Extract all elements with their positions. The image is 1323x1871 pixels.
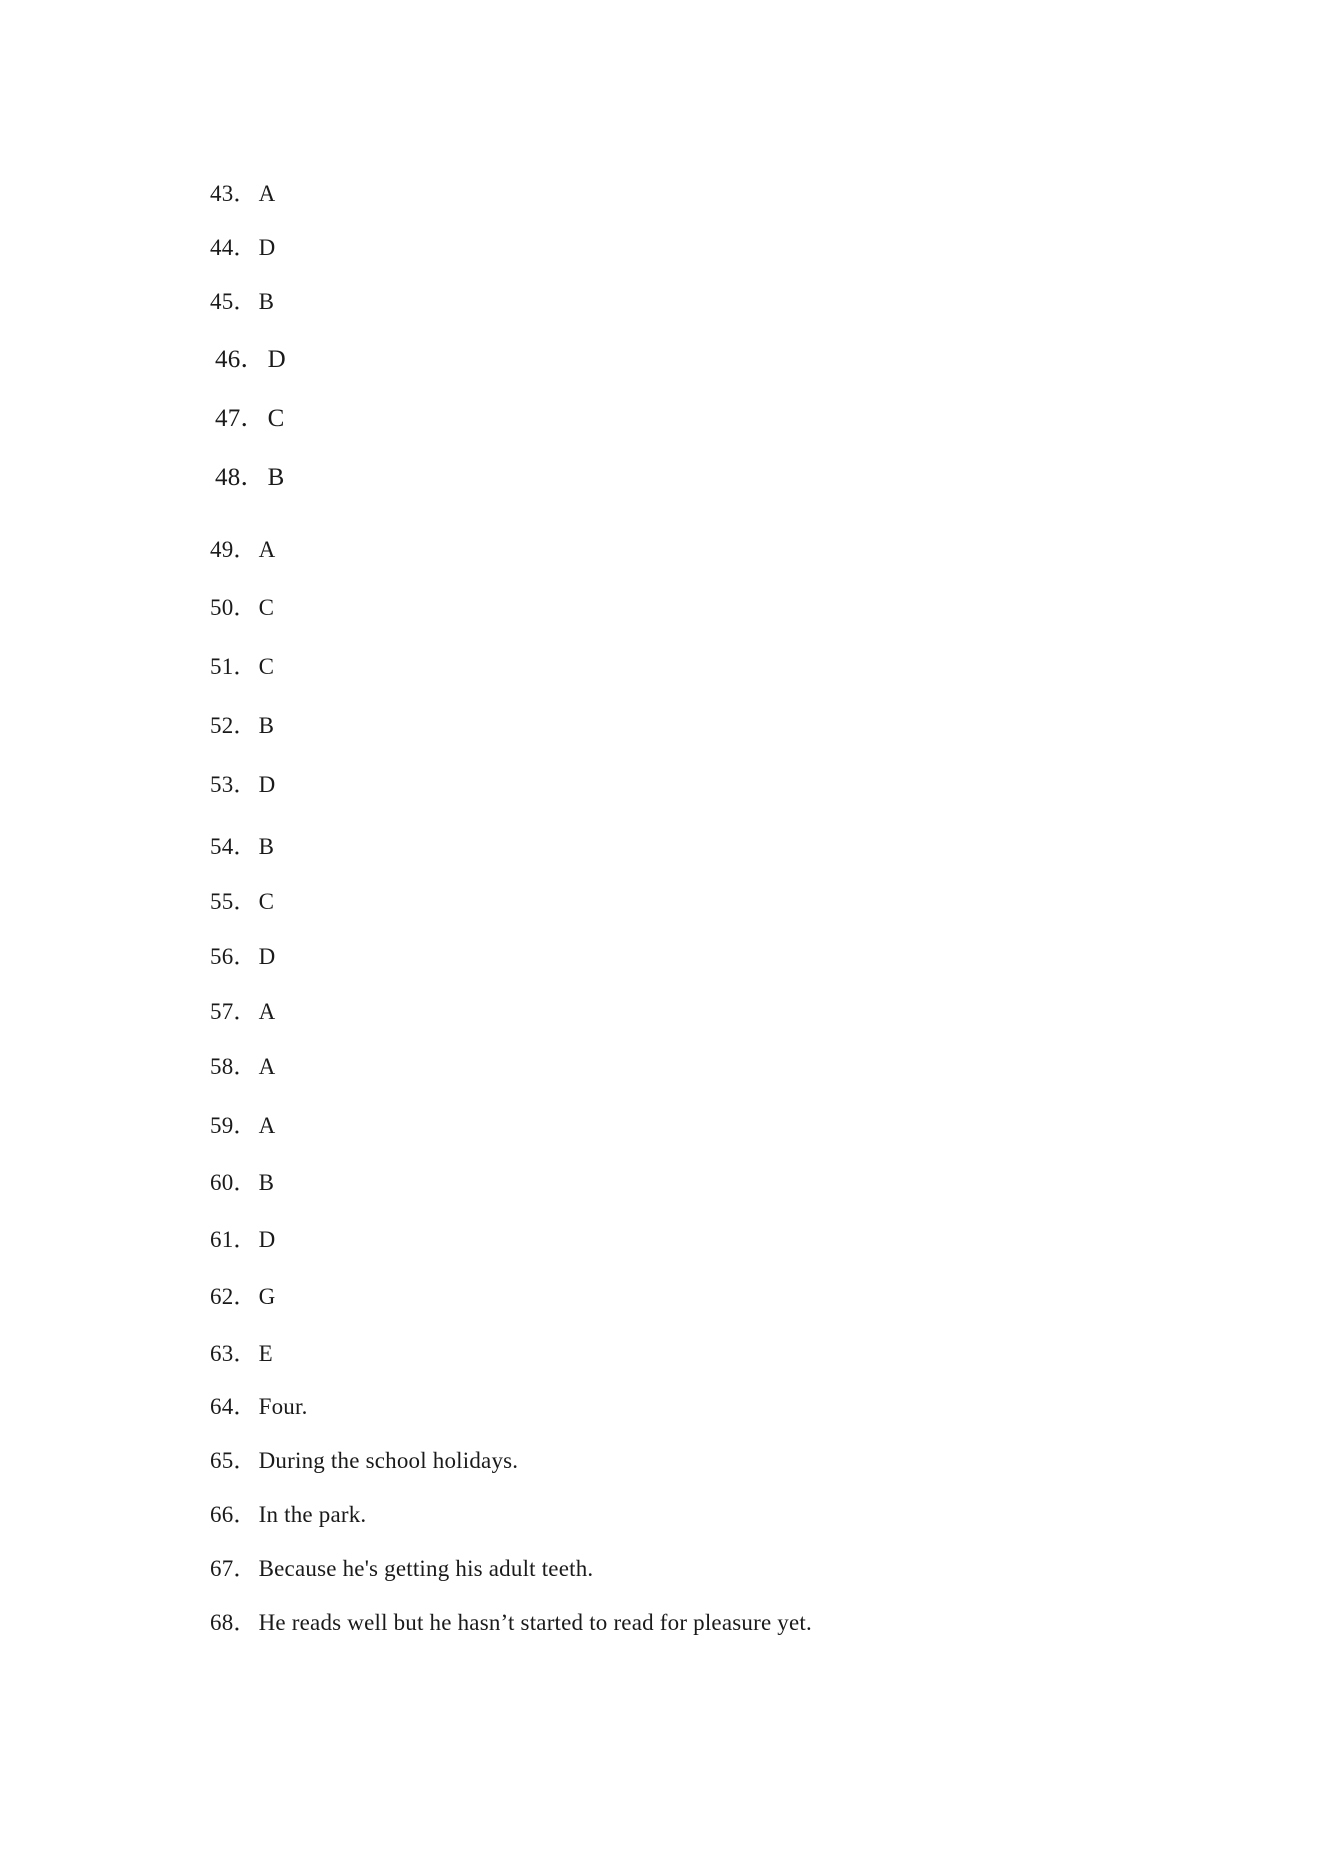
answer-44 bbox=[210, 234, 275, 262]
question-number: 45． bbox=[210, 289, 257, 314]
question-number: 44． bbox=[210, 235, 257, 260]
question-number: 68． bbox=[210, 1610, 257, 1635]
question-number: 67． bbox=[210, 1556, 257, 1581]
answer-text: C bbox=[267, 405, 285, 432]
question-number: 59． bbox=[210, 1113, 257, 1138]
answer-text: E bbox=[258, 1341, 273, 1366]
question-number: 66． bbox=[210, 1502, 257, 1527]
answer-57 bbox=[210, 998, 275, 1026]
answer-58 bbox=[210, 1053, 275, 1081]
answer-text: He reads well but he hasn’t started to read for pleasure yet. bbox=[258, 1610, 812, 1635]
answer-67 bbox=[210, 1555, 593, 1583]
answer-text: Four. bbox=[258, 1394, 308, 1419]
question-number: 52． bbox=[210, 713, 257, 738]
answer-text: A bbox=[258, 537, 276, 562]
answer-64 bbox=[210, 1393, 308, 1421]
answer-text: Because he's getting his adult teeth. bbox=[258, 1556, 594, 1581]
answer-text: D bbox=[258, 235, 276, 260]
answer-text: C bbox=[258, 654, 275, 679]
answer-61 bbox=[210, 1226, 275, 1254]
answer-text: C bbox=[258, 595, 275, 620]
answer-text: G bbox=[258, 1284, 276, 1309]
answer-46 bbox=[215, 346, 286, 374]
answer-text: A bbox=[258, 1113, 276, 1138]
answer-text: D bbox=[258, 1227, 276, 1252]
question-number: 56． bbox=[210, 944, 257, 969]
answer-45 bbox=[210, 288, 274, 316]
answer-text: In the park. bbox=[258, 1502, 367, 1527]
question-number: 47． bbox=[215, 405, 266, 432]
question-number: 54． bbox=[210, 834, 257, 859]
question-number: 55． bbox=[210, 889, 257, 914]
question-number: 43． bbox=[210, 181, 257, 206]
answer-66 bbox=[210, 1501, 366, 1529]
answer-text: D bbox=[258, 772, 276, 797]
answer-text: D bbox=[267, 346, 286, 373]
answer-text: B bbox=[258, 1170, 275, 1195]
question-number: 64． bbox=[210, 1394, 257, 1419]
answer-text: A bbox=[258, 1054, 276, 1079]
question-number: 58． bbox=[210, 1054, 257, 1079]
answer-text: B bbox=[258, 713, 275, 738]
question-number: 63． bbox=[210, 1341, 257, 1366]
answer-54 bbox=[210, 833, 274, 861]
answer-60 bbox=[210, 1169, 274, 1197]
question-number: 60． bbox=[210, 1170, 257, 1195]
question-number: 46． bbox=[215, 346, 266, 373]
answer-55 bbox=[210, 888, 274, 916]
answer-text: B bbox=[258, 289, 275, 314]
question-number: 61． bbox=[210, 1227, 257, 1252]
question-number: 51． bbox=[210, 654, 257, 679]
answer-text: B bbox=[267, 464, 285, 491]
question-number: 48． bbox=[215, 464, 266, 491]
question-number: 65． bbox=[210, 1448, 257, 1473]
answer-56 bbox=[210, 943, 275, 971]
answer-text: During the school holidays. bbox=[258, 1448, 519, 1473]
question-number: 57． bbox=[210, 999, 257, 1024]
answer-63 bbox=[210, 1340, 273, 1368]
answer-51 bbox=[210, 653, 274, 681]
answer-52 bbox=[210, 712, 274, 740]
question-number: 62． bbox=[210, 1284, 257, 1309]
answer-text: A bbox=[258, 999, 276, 1024]
answer-text: D bbox=[258, 944, 276, 969]
answer-65 bbox=[210, 1447, 518, 1475]
answer-53 bbox=[210, 771, 275, 799]
answer-59 bbox=[210, 1112, 275, 1140]
answer-48 bbox=[215, 464, 284, 492]
answer-68 bbox=[210, 1609, 812, 1637]
answer-text: C bbox=[258, 889, 275, 914]
answer-text: A bbox=[258, 181, 276, 206]
answer-text: B bbox=[258, 834, 275, 859]
answer-62 bbox=[210, 1283, 275, 1311]
question-number: 53． bbox=[210, 772, 257, 797]
answer-49 bbox=[210, 536, 275, 564]
question-number: 49． bbox=[210, 537, 257, 562]
question-number: 50． bbox=[210, 595, 257, 620]
answer-50 bbox=[210, 594, 274, 622]
answer-47 bbox=[215, 405, 284, 433]
answer-43 bbox=[210, 180, 275, 208]
